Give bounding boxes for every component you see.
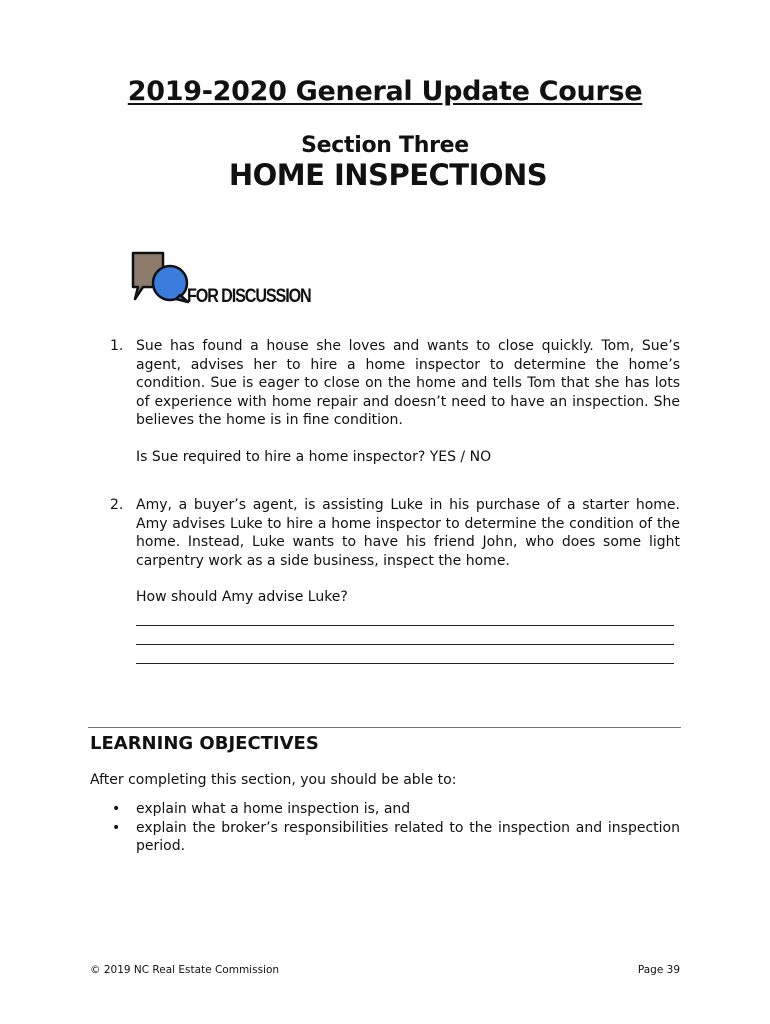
question-1 <box>110 337 680 466</box>
answer-line[interactable] <box>136 626 674 645</box>
discussion-label: FOR DISCUSSION <box>187 286 311 307</box>
learning-objectives-intro: After completing this section, you should be able to: <box>90 772 457 788</box>
answer-line[interactable] <box>136 645 674 664</box>
page-number: Page 39 <box>637 964 680 976</box>
question-number: 1. <box>110 338 124 354</box>
list-item <box>110 819 680 856</box>
objective-text: explain the broker’s responsibilities related to the inspection and inspection period. <box>136 819 680 854</box>
speech-bubbles-icon <box>130 250 192 310</box>
learning-objectives-heading: LEARNING OBJECTIVES <box>90 733 319 754</box>
section-label: Section Three <box>301 133 469 158</box>
question-2 <box>110 496 680 664</box>
bullet-icon: • <box>112 801 121 817</box>
footer-copyright: © 2019 NC Real Estate Commission <box>90 964 280 976</box>
objective-text: explain what a home inspection is, and <box>136 801 411 817</box>
question-number: 2. <box>110 497 124 513</box>
question-prompt: Is Sue required to hire a home inspector? YES / NO <box>136 448 492 465</box>
list-item <box>110 800 680 819</box>
bullet-icon: • <box>112 819 121 836</box>
discussion-questions <box>110 337 680 664</box>
answer-line[interactable] <box>136 607 674 626</box>
question-text: Sue has found a house she loves and wants to close quickly. Tom, Sue’s agent, advises her to hire a home inspector to determine the home’s condition. Sue is eager to close on the home and tells Tom that she has lots of experience with home repair and doesn’t need to have an inspection. She believes the home is in fine condition. <box>136 338 680 428</box>
learning-objectives-list <box>110 800 680 856</box>
question-text: Amy, a buyer’s agent, is assisting Luke in his purchase of a starter home. Amy advises Luke to hire a home inspector to determine the condition of the home. Instead, Luke wants to have his friend John, who does some light carpentry work as a side business, inspect the home. <box>136 497 680 569</box>
section-divider <box>88 727 681 728</box>
section-title: HOME INSPECTIONS <box>228 158 548 192</box>
course-title: 2019-2020 General Update Course <box>127 76 643 107</box>
question-prompt: How should Amy advise Luke? <box>136 589 348 605</box>
